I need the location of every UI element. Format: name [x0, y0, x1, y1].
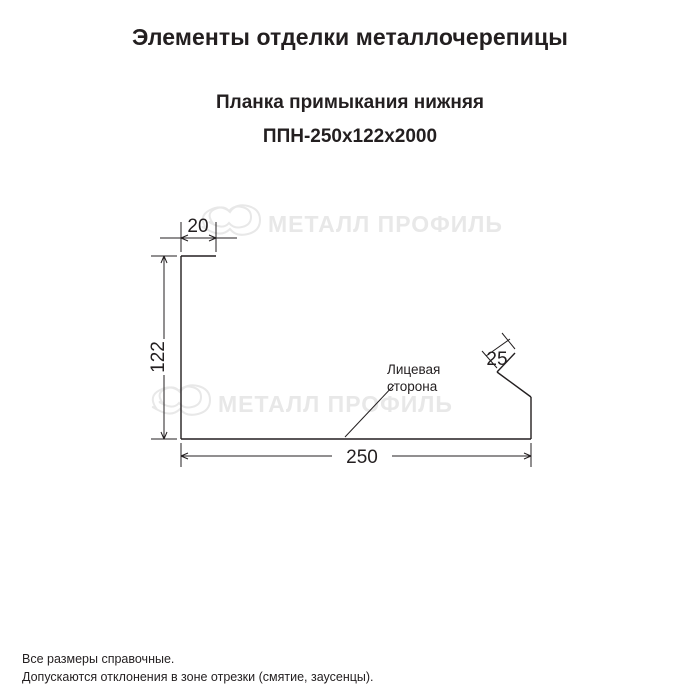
annotation-face-side-line1: Лицевая: [387, 362, 441, 377]
annotation-face-side-line2: сторона: [387, 379, 438, 394]
dimension-25: [482, 333, 515, 370]
dimension-122-label: 122: [148, 341, 169, 373]
dimension-20-label: 20: [187, 216, 209, 237]
product-name: Планка примыкания нижняя: [215, 92, 485, 113]
product-code: ППН-250x122x2000: [262, 126, 438, 147]
dimension-250: [181, 443, 531, 468]
watermark-logo-top: [203, 205, 503, 237]
page-title: Элементы отделки металлочерепицы: [131, 24, 568, 50]
footer-notes: [22, 650, 374, 686]
title-block: [0, 22, 700, 150]
footer-note-2: Допускаются отклонения в зоне отрезки (смятие, заусенцы).: [22, 670, 374, 684]
footer-note-1: Все размеры справочные.: [22, 652, 175, 666]
dimension-20: [160, 216, 237, 252]
dimension-250-label: 250: [346, 447, 378, 468]
watermark-text-2: МЕТАЛЛ ПРОФИЛЬ: [218, 391, 453, 417]
dimension-25-label: 25: [486, 349, 508, 370]
technical-drawing: [0, 160, 700, 560]
watermark-text: МЕТАЛЛ ПРОФИЛЬ: [268, 211, 503, 237]
